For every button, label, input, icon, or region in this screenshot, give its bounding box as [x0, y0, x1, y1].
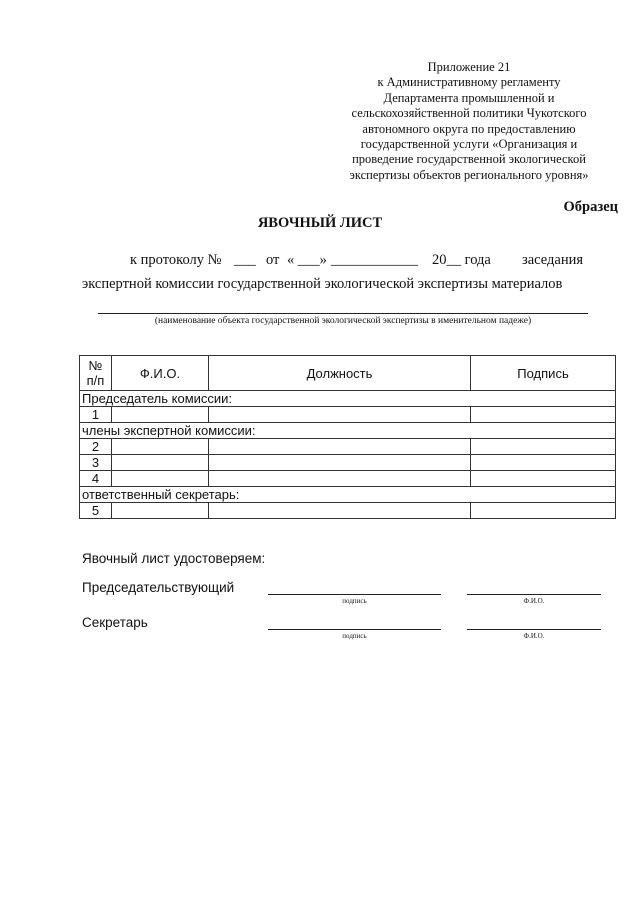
appendix-line: к Административному регламенту	[377, 75, 561, 90]
cell-position[interactable]	[209, 503, 471, 519]
cell-fio[interactable]	[112, 503, 209, 519]
appendix-line: экспертизы объектов регионального уровня»	[349, 167, 589, 182]
chair-role-label: Председательствующий	[82, 580, 235, 595]
sample-label: Образец	[563, 199, 618, 215]
group-label-secretary: ответственный секретарь:	[80, 487, 616, 503]
cell-signature[interactable]	[471, 455, 616, 471]
appendix-line: Департамента промышленной и	[383, 90, 555, 105]
cell-fio[interactable]	[112, 455, 209, 471]
protocol-line	[82, 252, 588, 270]
chair-name-caption: Ф.И.О.	[523, 597, 545, 605]
appendix-block	[338, 60, 600, 183]
secretary-signature-caption: подпись	[342, 632, 367, 640]
object-name-caption: (наименование объекта государственной экологической экспертизы в именительном падеже)	[154, 316, 532, 326]
chair-signature-line[interactable]	[268, 594, 441, 595]
row-number: 5	[80, 503, 112, 519]
group-row-members	[80, 423, 616, 439]
cell-position[interactable]	[209, 439, 471, 455]
protocol-session: заседания	[522, 252, 584, 268]
secretary-role-label: Секретарь	[82, 615, 148, 630]
cell-fio[interactable]	[112, 407, 209, 423]
group-label-chair: Председатель комиссии:	[80, 391, 616, 407]
cell-fio[interactable]	[112, 471, 209, 487]
cell-signature[interactable]	[471, 503, 616, 519]
row-number: 2	[80, 439, 112, 455]
chair-name-line[interactable]	[467, 594, 601, 595]
appendix-line: сельскохозяйственной политики Чукотского	[351, 106, 587, 121]
protocol-prefix: к протоколу №	[130, 252, 222, 268]
cell-position[interactable]	[209, 471, 471, 487]
document-title: ЯВОЧНЫЙ ЛИСТ	[257, 215, 383, 231]
table-row	[80, 439, 616, 455]
row-number: 3	[80, 455, 112, 471]
protocol-number-blank: ___	[234, 252, 256, 268]
header-number-text: № п/п	[86, 358, 105, 388]
cell-position[interactable]	[209, 407, 471, 423]
table-row	[80, 503, 616, 519]
group-row-secretary	[80, 487, 616, 503]
cell-signature[interactable]	[471, 471, 616, 487]
table-header-row	[80, 356, 616, 391]
protocol-month-blank: ____________	[331, 252, 418, 268]
chair-signature-caption: подпись	[342, 597, 367, 605]
protocol-day-blank: « ___»	[287, 252, 327, 268]
header-signature: Подпись	[471, 356, 616, 391]
object-name-field[interactable]	[98, 313, 588, 314]
protocol-year: 20__ года	[432, 252, 491, 268]
header-number	[80, 356, 112, 391]
cell-signature[interactable]	[471, 407, 616, 423]
commission-line: экспертной комиссии государственной экологической экспертизы материалов	[82, 276, 563, 292]
secretary-name-caption: Ф.И.О.	[523, 632, 545, 640]
appendix-line: автономного округа по предоставлению	[362, 121, 576, 136]
row-number: 4	[80, 471, 112, 487]
row-number: 1	[80, 407, 112, 423]
header-position: Должность	[209, 356, 471, 391]
header-fio: Ф.И.О.	[112, 356, 209, 391]
cell-position[interactable]	[209, 455, 471, 471]
appendix-line: проведение государственной экологической	[352, 152, 586, 167]
protocol-from: от	[266, 252, 280, 268]
table-row	[80, 455, 616, 471]
confirm-text: Явочный лист удостоверяем:	[82, 551, 266, 566]
secretary-name-line[interactable]	[467, 629, 601, 630]
cell-signature[interactable]	[471, 439, 616, 455]
table-row	[80, 407, 616, 423]
group-label-members: члены экспертной комиссии:	[80, 423, 616, 439]
secretary-signature-line[interactable]	[268, 629, 441, 630]
cell-fio[interactable]	[112, 439, 209, 455]
appendix-line: государственной услуги «Организация и	[360, 137, 578, 152]
attendance-table	[79, 355, 616, 519]
group-row-chair	[80, 391, 616, 407]
appendix-line: Приложение 21	[427, 60, 511, 74]
table-row	[80, 471, 616, 487]
